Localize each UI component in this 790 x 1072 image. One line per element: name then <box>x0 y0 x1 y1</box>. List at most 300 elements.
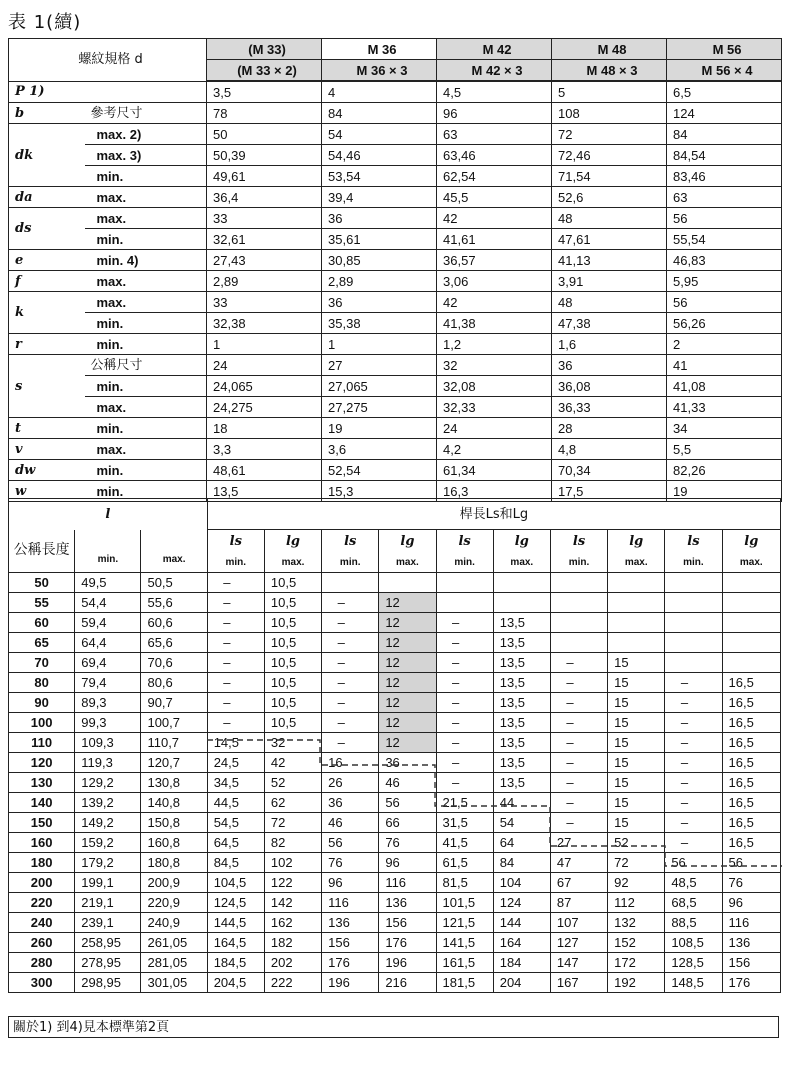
shank-value: – <box>322 593 379 613</box>
shank-value: – <box>550 773 607 793</box>
spec-symbol <box>9 187 85 208</box>
spec-symbol-text: da <box>15 189 33 205</box>
length-min: 149,2 <box>75 813 141 833</box>
shank-value: 216 <box>379 973 436 993</box>
fine-size-header: M 56 × 4 <box>667 60 782 82</box>
shank-value <box>550 573 607 593</box>
shank-value: 68,5 <box>665 893 722 913</box>
spec-value: 62,54 <box>437 166 552 187</box>
nominal-length: 60 <box>9 613 75 633</box>
length-row <box>9 653 781 673</box>
shank-value: 31,5 <box>436 813 493 833</box>
shank-value: 176 <box>379 933 436 953</box>
shank-value: 10,5 <box>264 713 321 733</box>
length-row <box>9 973 781 993</box>
shank-value: 152 <box>608 933 665 953</box>
shank-value <box>493 573 550 593</box>
shank-value: 66 <box>379 813 436 833</box>
spec-row <box>9 397 782 418</box>
spec-value: 84,54 <box>667 145 782 166</box>
shank-value: – <box>665 793 722 813</box>
shank-value: 13,5 <box>493 653 550 673</box>
spec-symbol <box>9 439 85 460</box>
length-max: 130,8 <box>141 773 207 793</box>
spec-value: 71,54 <box>552 166 667 187</box>
spec-value: 32,61 <box>207 229 322 250</box>
spec-value: 56 <box>667 208 782 229</box>
shank-value: 204 <box>493 973 550 993</box>
shank-value: – <box>665 753 722 773</box>
spec-value: 1,2 <box>437 334 552 355</box>
size-header: M 48 <box>552 39 667 60</box>
shank-value: 13,5 <box>493 613 550 633</box>
spec-value: 36,33 <box>552 397 667 418</box>
spec-value: 4,2 <box>437 439 552 460</box>
spec-value: 34 <box>667 418 782 439</box>
spec-value: 36 <box>552 355 667 376</box>
shank-value: 61,5 <box>436 853 493 873</box>
shank-value: 172 <box>608 953 665 973</box>
shank-value: – <box>550 673 607 693</box>
shank-value: – <box>550 733 607 753</box>
nominal-length-label: 公稱長度 <box>9 530 75 573</box>
spec-value: 108 <box>552 103 667 124</box>
spec-value: 17,5 <box>552 481 667 502</box>
nominal-length: 140 <box>9 793 75 813</box>
lg-label <box>264 530 321 553</box>
spec-value: 56 <box>667 292 782 313</box>
length-row <box>9 593 781 613</box>
spec-value: 47,38 <box>552 313 667 334</box>
shank-value: 96 <box>379 853 436 873</box>
shank-value: 67 <box>550 873 607 893</box>
shank-value: – <box>436 713 493 733</box>
spec-value: 24,275 <box>207 397 322 418</box>
nominal-length: 280 <box>9 953 75 973</box>
spec-value: 49,61 <box>207 166 322 187</box>
nominal-length: 55 <box>9 593 75 613</box>
shank-value <box>608 633 665 653</box>
fine-size-header: M 48 × 3 <box>552 60 667 82</box>
fine-size-header: (M 33 × 2) <box>207 60 322 82</box>
shank-value: 181,5 <box>436 973 493 993</box>
shank-value: 26 <box>322 773 379 793</box>
ls-min-label: min. <box>436 552 493 573</box>
length-row <box>9 873 781 893</box>
spec-value: 53,54 <box>322 166 437 187</box>
shank-value <box>608 573 665 593</box>
shank-value: 142 <box>264 893 321 913</box>
length-max: 281,05 <box>141 953 207 973</box>
spec-value: 54,46 <box>322 145 437 166</box>
shank-value: 144 <box>493 913 550 933</box>
spec-symbol <box>9 250 85 271</box>
nominal-length: 300 <box>9 973 75 993</box>
length-row <box>9 573 781 593</box>
ls-label <box>436 530 493 553</box>
shank-value: 116 <box>322 893 379 913</box>
shank-value: 10,5 <box>264 653 321 673</box>
spec-symbol <box>9 103 85 124</box>
shank-value: 52 <box>608 833 665 853</box>
shank-value: 47 <box>550 853 607 873</box>
spec-value: 33 <box>207 292 322 313</box>
spec-value: 54 <box>322 124 437 145</box>
spec-qualifier: max. <box>85 439 207 460</box>
spec-value: 35,61 <box>322 229 437 250</box>
shank-value: – <box>550 753 607 773</box>
ls-min-label: min. <box>665 552 722 573</box>
shank-value: 108,5 <box>665 933 722 953</box>
shank-value: 48,5 <box>665 873 722 893</box>
length-max: 60,6 <box>141 613 207 633</box>
shank-value: 62 <box>264 793 321 813</box>
max-label: max. <box>141 530 207 573</box>
spec-row <box>9 313 782 334</box>
shank-value <box>493 593 550 613</box>
ls-text: ls <box>687 533 700 549</box>
shank-value: 27 <box>550 833 607 853</box>
shank-value: – <box>436 773 493 793</box>
spec-value: 46,83 <box>667 250 782 271</box>
spec-value: 32,08 <box>437 376 552 397</box>
shank-value: 141,5 <box>436 933 493 953</box>
spec-value: 63 <box>437 124 552 145</box>
shank-value: 15 <box>608 653 665 673</box>
shank-value: – <box>665 813 722 833</box>
spec-value: 55,54 <box>667 229 782 250</box>
shank-value: 104 <box>493 873 550 893</box>
shank-value: 44,5 <box>207 793 264 813</box>
length-body <box>9 499 781 993</box>
shank-value: – <box>322 633 379 653</box>
shank-value: 12 <box>379 733 436 753</box>
spec-qualifier: 公稱尺寸 <box>85 355 207 376</box>
shank-value: 96 <box>722 893 780 913</box>
shank-value: 176 <box>722 973 780 993</box>
shank-value <box>322 573 379 593</box>
length-min: 298,95 <box>75 973 141 993</box>
length-max: 180,8 <box>141 853 207 873</box>
spec-value: 19 <box>667 481 782 502</box>
shank-value: 96 <box>322 873 379 893</box>
length-min: 79,4 <box>75 673 141 693</box>
length-max: 80,6 <box>141 673 207 693</box>
footer-note: 關於1) 到4)見本標準第2頁 <box>8 1016 779 1038</box>
shank-value: 10,5 <box>264 693 321 713</box>
spec-value: 32 <box>437 355 552 376</box>
shank-value: 127 <box>550 933 607 953</box>
shank-value: 13,5 <box>493 733 550 753</box>
spec-qualifier: min. <box>85 460 207 481</box>
spec-value: 2,89 <box>207 271 322 292</box>
size-header: M 42 <box>437 39 552 60</box>
length-max: 160,8 <box>141 833 207 853</box>
fine-size-header: M 36 × 3 <box>322 60 437 82</box>
nominal-length: 150 <box>9 813 75 833</box>
size-header: (M 33) <box>207 39 322 60</box>
shank-value <box>550 613 607 633</box>
spec-value: 3,5 <box>207 81 322 103</box>
shank-value: 13,5 <box>493 693 550 713</box>
spec-value: 50,39 <box>207 145 322 166</box>
spec-value: 3,91 <box>552 271 667 292</box>
shank-value: 88,5 <box>665 913 722 933</box>
spec-symbol-text: t <box>15 420 22 436</box>
shank-value: 16,5 <box>722 673 780 693</box>
spec-symbol-text: P 1) <box>15 84 45 100</box>
spec-value: 70,34 <box>552 460 667 481</box>
shank-value: 204,5 <box>207 973 264 993</box>
shank-value: 182 <box>264 933 321 953</box>
nominal-length: 160 <box>9 833 75 853</box>
spec-value: 84 <box>322 103 437 124</box>
length-row <box>9 953 781 973</box>
spec-value: 47,61 <box>552 229 667 250</box>
shank-value <box>665 593 722 613</box>
shank-value: – <box>436 653 493 673</box>
length-max: 140,8 <box>141 793 207 813</box>
shank-value: 16,5 <box>722 753 780 773</box>
spec-row <box>9 103 782 124</box>
shank-value: – <box>665 713 722 733</box>
shank-value: 132 <box>608 913 665 933</box>
spec-qualifier: max. <box>85 271 207 292</box>
shank-value: 164 <box>493 933 550 953</box>
length-row <box>9 813 781 833</box>
lg-max-label: max. <box>722 552 780 573</box>
shank-value: 41,5 <box>436 833 493 853</box>
shank-value <box>379 573 436 593</box>
spec-symbol-text: dw <box>15 462 36 478</box>
length-min: 258,95 <box>75 933 141 953</box>
spec-symbol-text: k <box>15 305 25 320</box>
shank-value: 16,5 <box>722 693 780 713</box>
spec-value: 36,57 <box>437 250 552 271</box>
spec-value: 63 <box>667 187 782 208</box>
length-max: 120,7 <box>141 753 207 773</box>
shank-value <box>550 633 607 653</box>
lg-text: lg <box>514 533 529 549</box>
shank-value: 148,5 <box>665 973 722 993</box>
shank-value <box>665 633 722 653</box>
shank-value <box>722 653 780 673</box>
spec-value: 48 <box>552 208 667 229</box>
shank-value <box>665 653 722 673</box>
shank-value: 84,5 <box>207 853 264 873</box>
spec-value: 41,61 <box>437 229 552 250</box>
shank-value: – <box>207 693 264 713</box>
shank-value: 52 <box>264 773 321 793</box>
shank-value: 202 <box>264 953 321 973</box>
length-max: 200,9 <box>141 873 207 893</box>
lg-label <box>608 530 665 553</box>
shank-value: – <box>436 633 493 653</box>
shank-value: – <box>436 673 493 693</box>
shank-value: 92 <box>608 873 665 893</box>
spec-value: 83,46 <box>667 166 782 187</box>
spec-qualifier: max. 3) <box>85 145 207 166</box>
nominal-length: 120 <box>9 753 75 773</box>
shank-value: 21,5 <box>436 793 493 813</box>
spec-symbol-text: s <box>15 378 23 394</box>
shank-value: 136 <box>322 913 379 933</box>
spec-value: 56,26 <box>667 313 782 334</box>
spec-value: 3,3 <box>207 439 322 460</box>
shank-value: 164,5 <box>207 933 264 953</box>
spec-symbol-text: v <box>15 441 23 457</box>
shank-value <box>722 573 780 593</box>
shank-value: 82 <box>264 833 321 853</box>
shank-value: – <box>665 833 722 853</box>
length-max: 70,6 <box>141 653 207 673</box>
shank-value: 122 <box>264 873 321 893</box>
shank-value: – <box>550 713 607 733</box>
shank-value: 136 <box>379 893 436 913</box>
shank-value: 102 <box>264 853 321 873</box>
spec-value: 42 <box>437 208 552 229</box>
shank-value: – <box>436 693 493 713</box>
spec-symbol-text: w <box>15 483 27 499</box>
spec-value: 36 <box>322 292 437 313</box>
shank-value: 124,5 <box>207 893 264 913</box>
spec-qualifier: min. <box>85 166 207 187</box>
length-min: 139,2 <box>75 793 141 813</box>
length-row <box>9 753 781 773</box>
nominal-length: 260 <box>9 933 75 953</box>
ls-label <box>207 530 264 553</box>
shank-value: 156 <box>722 953 780 973</box>
spec-value: 32,38 <box>207 313 322 334</box>
shank-value: 162 <box>264 913 321 933</box>
spec-row <box>9 460 782 481</box>
shank-value: 15 <box>608 733 665 753</box>
lg-text: lg <box>285 533 301 549</box>
spec-qualifier: max. 2) <box>85 124 207 145</box>
length-max: 150,8 <box>141 813 207 833</box>
spec-value: 32,33 <box>437 397 552 418</box>
spec-value: 41,33 <box>667 397 782 418</box>
length-min: 54,4 <box>75 593 141 613</box>
length-row <box>9 793 781 813</box>
spec-value: 36,4 <box>207 187 322 208</box>
shank-value: – <box>207 593 264 613</box>
nominal-length: 180 <box>9 853 75 873</box>
shank-value: 56 <box>722 853 780 873</box>
spec-value: 2 <box>667 334 782 355</box>
shank-value: 13,5 <box>493 753 550 773</box>
length-max: 261,05 <box>141 933 207 953</box>
shank-value: 156 <box>379 913 436 933</box>
spec-row <box>9 439 782 460</box>
nominal-length: 80 <box>9 673 75 693</box>
shank-value: – <box>207 633 264 653</box>
ls-text: ls <box>229 533 242 549</box>
shank-value: 16,5 <box>722 793 780 813</box>
length-row <box>9 733 781 753</box>
shank-value: – <box>207 573 264 593</box>
shank-value: 54,5 <box>207 813 264 833</box>
spec-row <box>9 81 782 103</box>
nominal-length: 90 <box>9 693 75 713</box>
nominal-length: 220 <box>9 893 75 913</box>
spec-value: 78 <box>207 103 322 124</box>
spec-value: 27,275 <box>322 397 437 418</box>
nominal-length: 100 <box>9 713 75 733</box>
shank-value: 76 <box>379 833 436 853</box>
length-min: 239,1 <box>75 913 141 933</box>
spec-value: 5 <box>552 81 667 103</box>
shank-value: 16,5 <box>722 733 780 753</box>
shank-value: – <box>322 733 379 753</box>
spec-symbol <box>9 418 85 439</box>
length-min: 59,4 <box>75 613 141 633</box>
shank-value: 64 <box>493 833 550 853</box>
shank-value: 15 <box>608 713 665 733</box>
length-min: 99,3 <box>75 713 141 733</box>
spec-value: 33 <box>207 208 322 229</box>
spec-row <box>9 355 782 376</box>
spec-value: 36,08 <box>552 376 667 397</box>
spec-value: 41 <box>667 355 782 376</box>
shank-value: 144,5 <box>207 913 264 933</box>
shank-value <box>665 613 722 633</box>
shank-value: 56 <box>665 853 722 873</box>
length-max: 110,7 <box>141 733 207 753</box>
shank-value: 36 <box>379 753 436 773</box>
nominal-length: 130 <box>9 773 75 793</box>
ls-label <box>322 530 379 553</box>
lg-label <box>493 530 550 553</box>
spec-value: 42 <box>437 292 552 313</box>
lg-max-label: max. <box>493 552 550 573</box>
length-row <box>9 913 781 933</box>
spec-value: 96 <box>437 103 552 124</box>
shank-value: – <box>322 693 379 713</box>
shank-value: – <box>665 693 722 713</box>
spec-row <box>9 124 782 145</box>
spec-symbol <box>9 460 85 481</box>
shank-value: 167 <box>550 973 607 993</box>
spec-symbol <box>9 81 207 103</box>
shank-value: 44 <box>493 793 550 813</box>
spec-symbol-text: f <box>15 273 21 289</box>
ls-min-label: min. <box>207 552 264 573</box>
spec-value: 18 <box>207 418 322 439</box>
shank-value <box>436 593 493 613</box>
lg-label <box>722 530 780 553</box>
spec-value: 52,6 <box>552 187 667 208</box>
spec-value: 24,065 <box>207 376 322 397</box>
shank-value: 15 <box>608 793 665 813</box>
spec-value: 48,61 <box>207 460 322 481</box>
spec-value: 50 <box>207 124 322 145</box>
shank-value: 14,5 <box>207 733 264 753</box>
length-min: 278,95 <box>75 953 141 973</box>
lg-text: lg <box>629 533 644 549</box>
shank-length-label: 桿長Ls和Lg <box>207 499 780 530</box>
thread-size-label: 螺紋規格 d <box>9 39 207 82</box>
shank-value: 13,5 <box>493 633 550 653</box>
length-max: 220,9 <box>141 893 207 913</box>
spec-value: 52,54 <box>322 460 437 481</box>
spec-row <box>9 292 782 313</box>
spec-qualifier: max. <box>85 208 207 229</box>
ls-min-label: min. <box>322 552 379 573</box>
spec-value: 27 <box>322 355 437 376</box>
spec-symbol-text: e <box>15 252 24 268</box>
spec-value: 27,43 <box>207 250 322 271</box>
